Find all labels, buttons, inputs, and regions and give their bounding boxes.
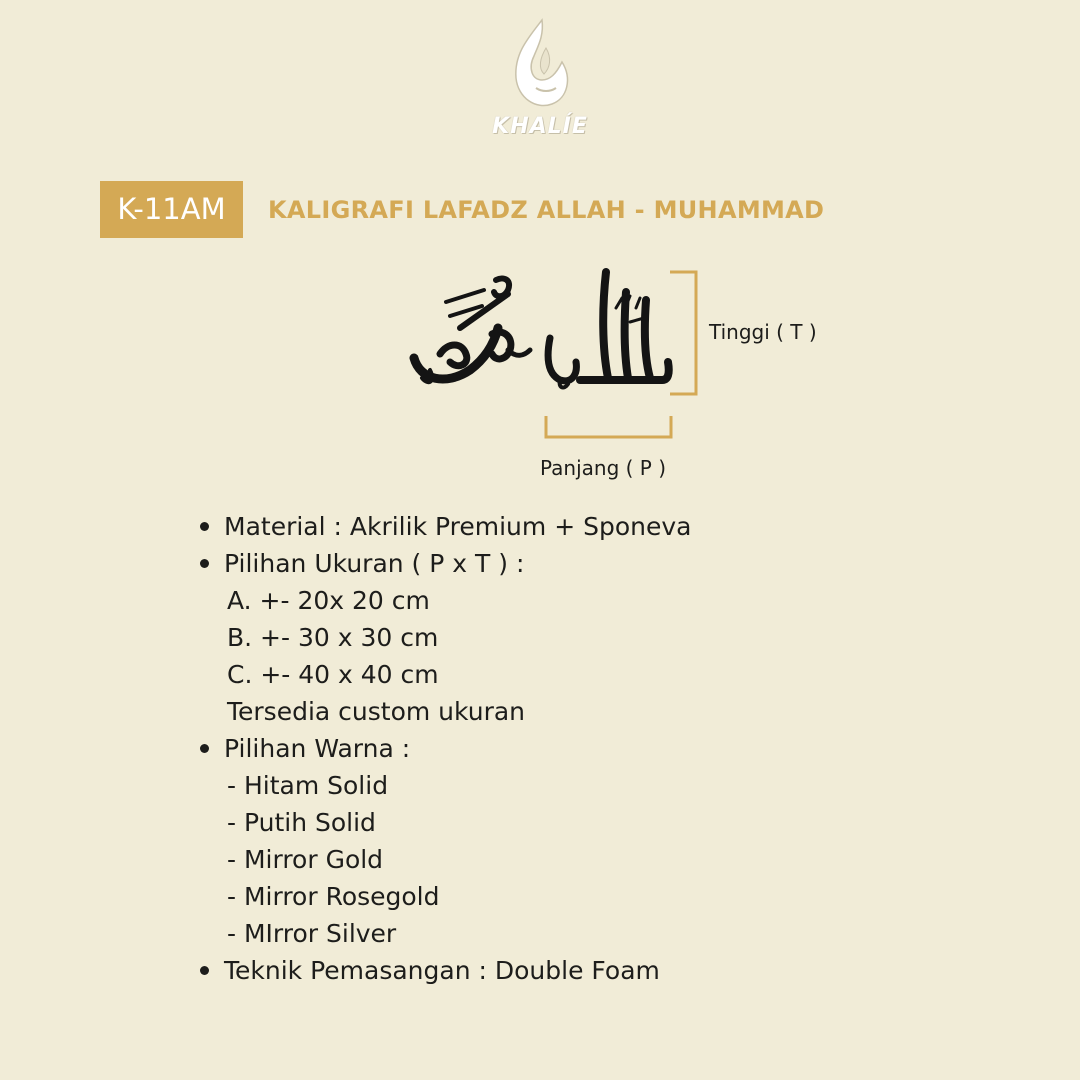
muhammad-calligraphy — [414, 278, 530, 382]
color-option: - Mirror Rosegold — [227, 882, 440, 911]
bullet-icon — [200, 522, 209, 531]
allah-calligraphy — [548, 272, 669, 387]
spec-install-text: Teknik Pemasangan : Double Foam — [224, 956, 660, 985]
size-option: C. +- 40 x 40 cm — [227, 660, 439, 689]
flame-logo-icon — [506, 18, 574, 114]
color-option: - Hitam Solid — [227, 771, 389, 800]
bullet-icon — [200, 966, 209, 975]
width-bracket — [546, 416, 671, 437]
spec-material — [195, 508, 895, 545]
color-option: - Mirror Gold — [227, 845, 384, 874]
color-option: - Putih Solid — [227, 808, 376, 837]
spec-size-heading: Pilihan Ukuran ( P x T ) : — [224, 549, 525, 578]
height-bracket — [670, 272, 696, 394]
size-option: A. +- 20x 20 cm — [227, 586, 430, 615]
width-label: Panjang ( P ) — [540, 456, 667, 480]
spec-sizes — [195, 545, 895, 582]
logo-text: KHALÍE — [492, 114, 588, 139]
spec-list — [195, 508, 895, 989]
spec-colors — [195, 730, 895, 767]
height-label: Tinggi ( T ) — [709, 320, 817, 344]
spec-material-text: Material : Akrilik Premium + Sponeva — [224, 512, 692, 541]
spec-color-heading: Pilihan Warna : — [224, 734, 411, 763]
product-code-badge: K-11AM — [100, 181, 243, 238]
spec-install — [195, 952, 895, 989]
bullet-icon — [200, 744, 209, 753]
bullet-icon — [200, 559, 209, 568]
size-custom-note: Tersedia custom ukuran — [227, 697, 526, 726]
brand-logo — [480, 18, 600, 148]
product-title: KALIGRAFI LAFADZ ALLAH - MUHAMMAD — [268, 196, 825, 224]
color-option: - MIrror Silver — [227, 919, 397, 948]
calligraphy-illustration — [400, 258, 710, 448]
size-option: B. +- 30 x 30 cm — [227, 623, 439, 652]
